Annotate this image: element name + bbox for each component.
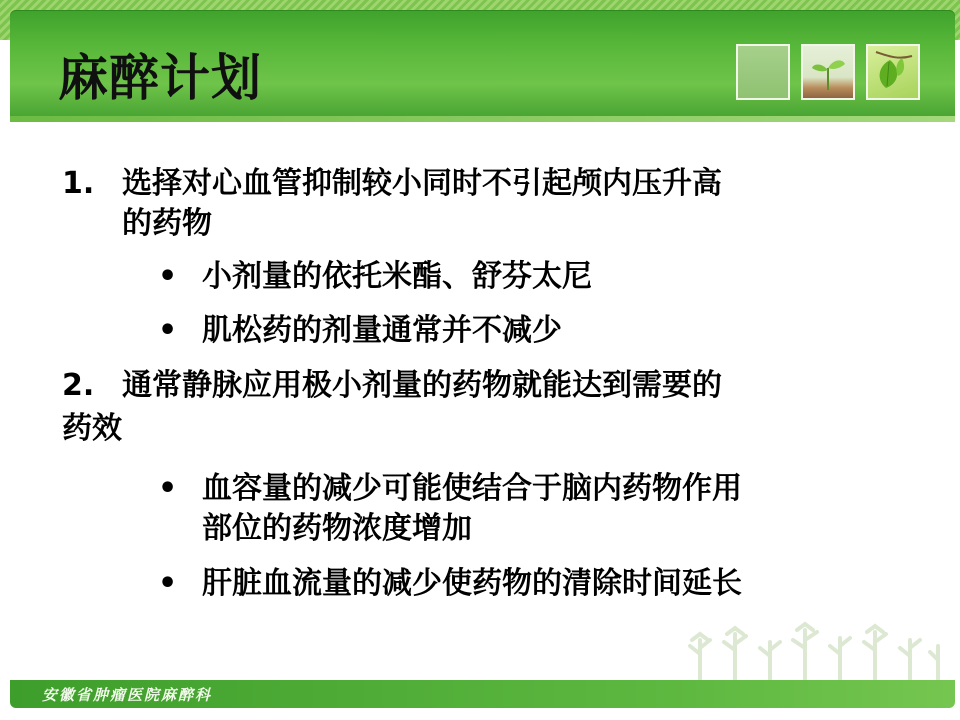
item-number: 2. xyxy=(62,368,95,403)
slide-title: 麻醉计划 xyxy=(58,49,262,107)
bullet-marker: • xyxy=(158,471,178,506)
bullet-marker: • xyxy=(158,313,178,348)
sprouts-decoration xyxy=(680,620,950,682)
bullet-text: 肝脏血流量的减少使药物的清除时间延长 xyxy=(202,566,742,601)
bullet-text: 肌松药的剂量通常并不减少 xyxy=(202,313,562,348)
item-number: 1. xyxy=(62,166,95,201)
item-text-line1: 选择对心血管抑制较小同时不引起颅内压升高 xyxy=(122,166,722,201)
item-text-line2: 的药物 xyxy=(122,206,212,241)
item-text-line2: 药效 xyxy=(62,411,122,446)
bullet-text-line1: 血容量的减少可能使结合于脑内药物作用 xyxy=(202,471,742,506)
bullet-text-line2: 部位的药物浓度增加 xyxy=(202,511,472,546)
bullet-marker: • xyxy=(158,259,178,294)
footer-text: 安徽省肿瘤医院麻醉科 xyxy=(42,686,213,704)
item-text-line1: 通常静脉应用极小剂量的药物就能达到需要的 xyxy=(122,368,722,403)
bullet-marker: • xyxy=(158,566,178,601)
bullet-text: 小剂量的依托米酯、舒芬太尼 xyxy=(202,259,592,294)
